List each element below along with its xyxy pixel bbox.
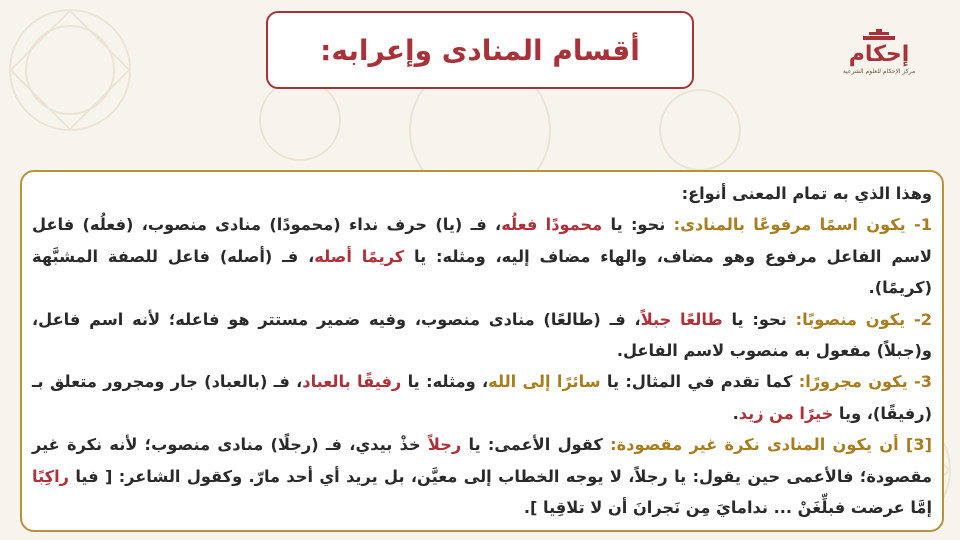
paragraph-1-heading: 1- يكون اسمًا مرفوعًا بالمنادى: [673,215,933,235]
paragraph-3-heading: 3- يكون مجرورًا: [798,372,932,392]
intro-line [32,178,932,209]
paragraph-4-text-2: خذْ بيدي، فـ (رجلًا) منادى منصوب؛ لأنه نكرة غير مقصودة؛ فالأعمى حين يقول: يا رجلاً، لا يوجه الخطاب إلى معيَّن، بل يريد أي أحد مارّ. وكقول الشاعر: [ فيا [32,435,932,486]
paragraph-4-heading: [3] أن يكون المنادى نكرة غير مقصودة: [610,435,932,455]
paragraph-1-text-3: ، فـ (أصله) فاعل للصفة المشبَّهة (كريمًا). [32,246,932,298]
paragraph-1-text-2: ، فـ (يا) حرف نداء (محمودًا) منادى منصوب، (فعلُه) فاعل لاسم الفاعل مرفوع وهو مضاف، والهاء مضاف إليه، ومثله: يا [32,215,932,266]
content-body [32,178,932,523]
paragraph-4-text-1: كقول الأعمى: يا [461,435,611,455]
paragraph-2-text-1: نحو: يا [722,309,796,329]
paragraph-3 [32,366,932,429]
page-title: أقسام المنادى وإعرابه: [320,33,640,67]
paragraph-4-example-2: راكِبًا [32,466,69,486]
logo-subtitle: مركز الإحكام للعلوم الشرعية [842,68,916,75]
paragraph-3-example-1: سائرًا إلى الله [488,372,601,392]
paragraph-3-example-2: رفيقًا بالعباد [302,372,402,392]
paragraph-4-text-3: إمَّا عرضت فبلِّغَنْ ... ندامايَ مِن نَجرانَ أن لا تلاقِيا ]. [523,498,932,518]
paragraph-3-example-3: خيرًا من زيد [738,403,834,423]
paragraph-2 [32,304,932,367]
logo-emblem-icon [859,28,899,42]
paragraph-3-text-1: كما تقدم في المثال: يا [600,372,799,392]
paragraph-3-text-3: ، فـ (بالعباد) جار ومجرور متعلق بـ (رفيقًا)، ويا [32,372,932,423]
title-box [266,11,694,89]
paragraph-1 [32,209,932,303]
paragraph-3-text-2: ، ومثله: يا [401,372,489,392]
logo [842,28,916,94]
logo-name: إحكام [848,42,910,67]
content-box [20,170,944,532]
paragraph-1-text-1: نحو: يا [602,215,674,235]
intro-text: وهذا الذي به تمام المعنى أنواع: [681,184,932,203]
paragraph-4 [32,429,932,523]
paragraph-1-example-1: محمودًا فعلُه [501,215,603,235]
paragraph-2-text-2: ، فـ (طالعًا) منادى منصوب، وفيه ضمير مستتر هو فاعله؛ لأنه اسم فاعل، و(جبلاً) مفعول به منصوب لاسم الفاعل. [32,309,932,361]
paragraph-2-example: طالعًا جبلاً [640,309,723,329]
paragraph-4-example-1: رجلاً [427,435,462,455]
paragraph-2-heading: 2- يكون منصوبًا: [795,309,932,329]
paragraph-3-text-4: . [732,403,739,423]
paragraph-1-example-2: كريمًا أصله [314,246,405,266]
